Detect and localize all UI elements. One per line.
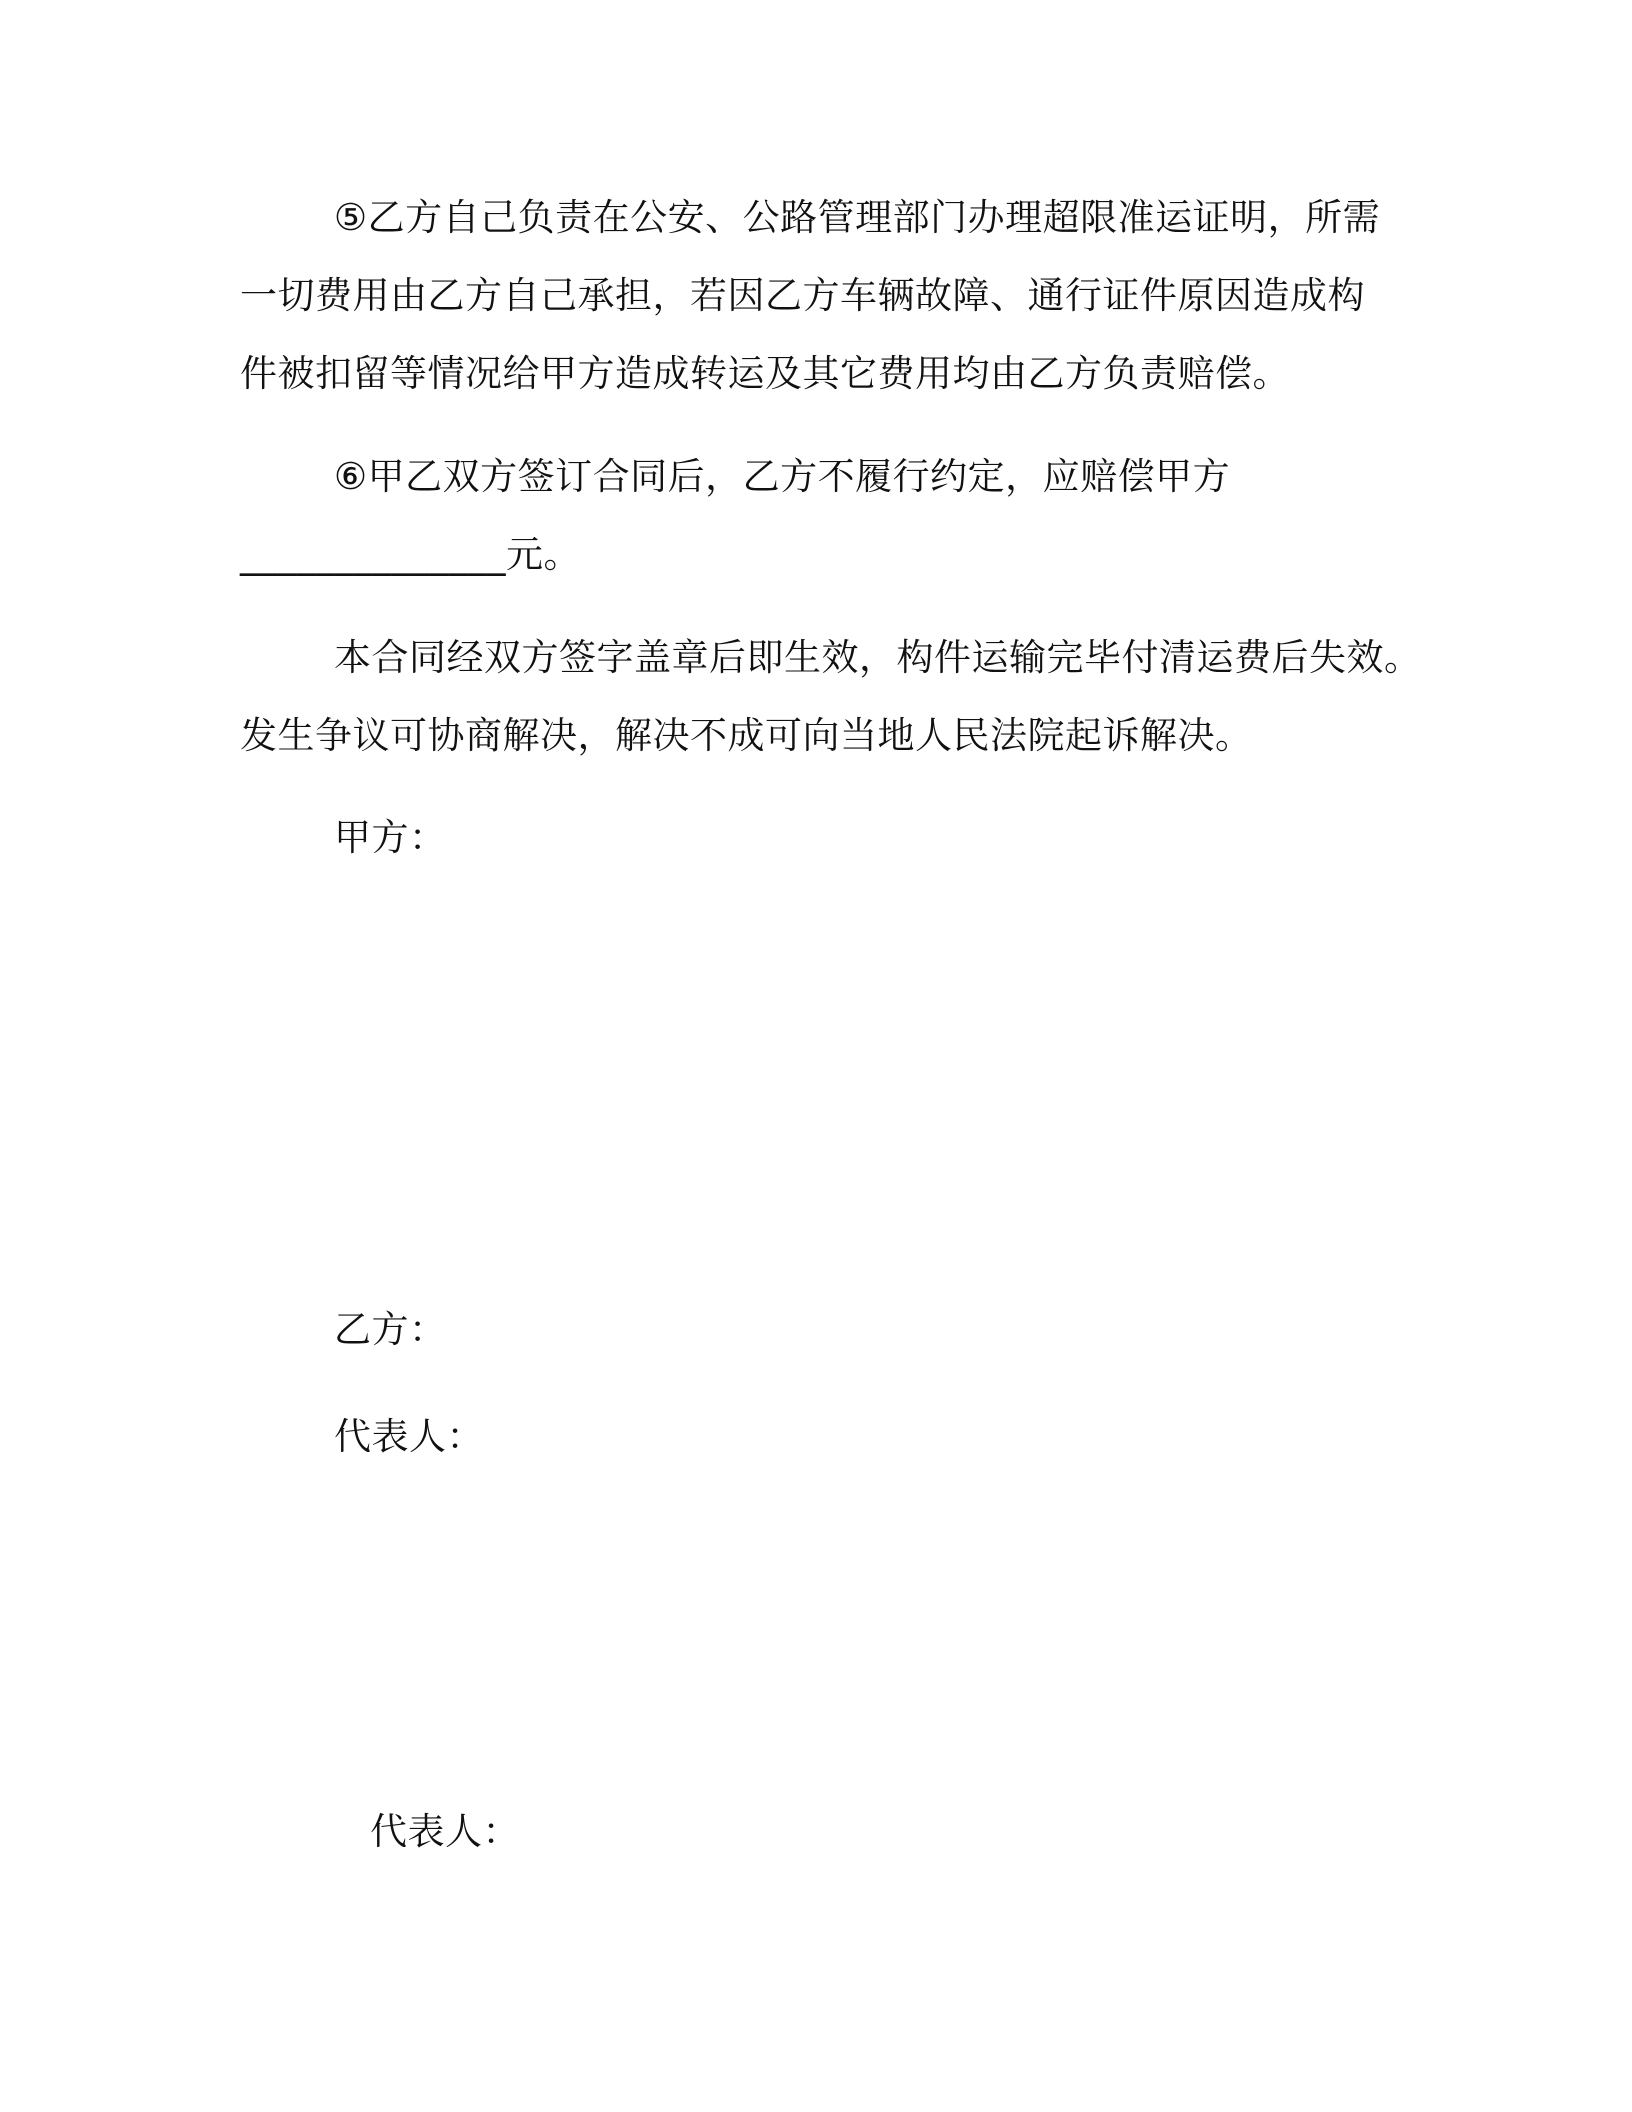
representative-label-2: 代表人： [370,1810,520,1853]
clause-6-line-2: ______________元。 [240,533,581,576]
effect-line-2: 发生争议可协商解决，解决不成可向当地人民法院起诉解决。 [240,714,1253,757]
party-b-label: 乙方： [334,1308,447,1351]
clause-5-line-3: 件被扣留等情况给甲方造成转运及其它费用均由乙方负责赔偿。 [240,352,1290,395]
clause-5-line-1: ⑤乙方自己负责在公安、公路管理部门办理超限准运证明，所需 [334,196,1381,239]
party-a-label: 甲方： [334,816,447,859]
clause-6-line-1: ⑥甲乙双方签订合同后，乙方不履行约定，应赔偿甲方 [334,455,1231,498]
representative-label-1: 代表人： [334,1415,484,1458]
clause-5-line-2: 一切费用由乙方自己承担，若因乙方车辆故障、通行证件原因造成构 [240,274,1365,317]
effect-line-1: 本合同经双方签字盖章后即生效，构件运输完毕付清运费后失效。 [334,636,1422,679]
